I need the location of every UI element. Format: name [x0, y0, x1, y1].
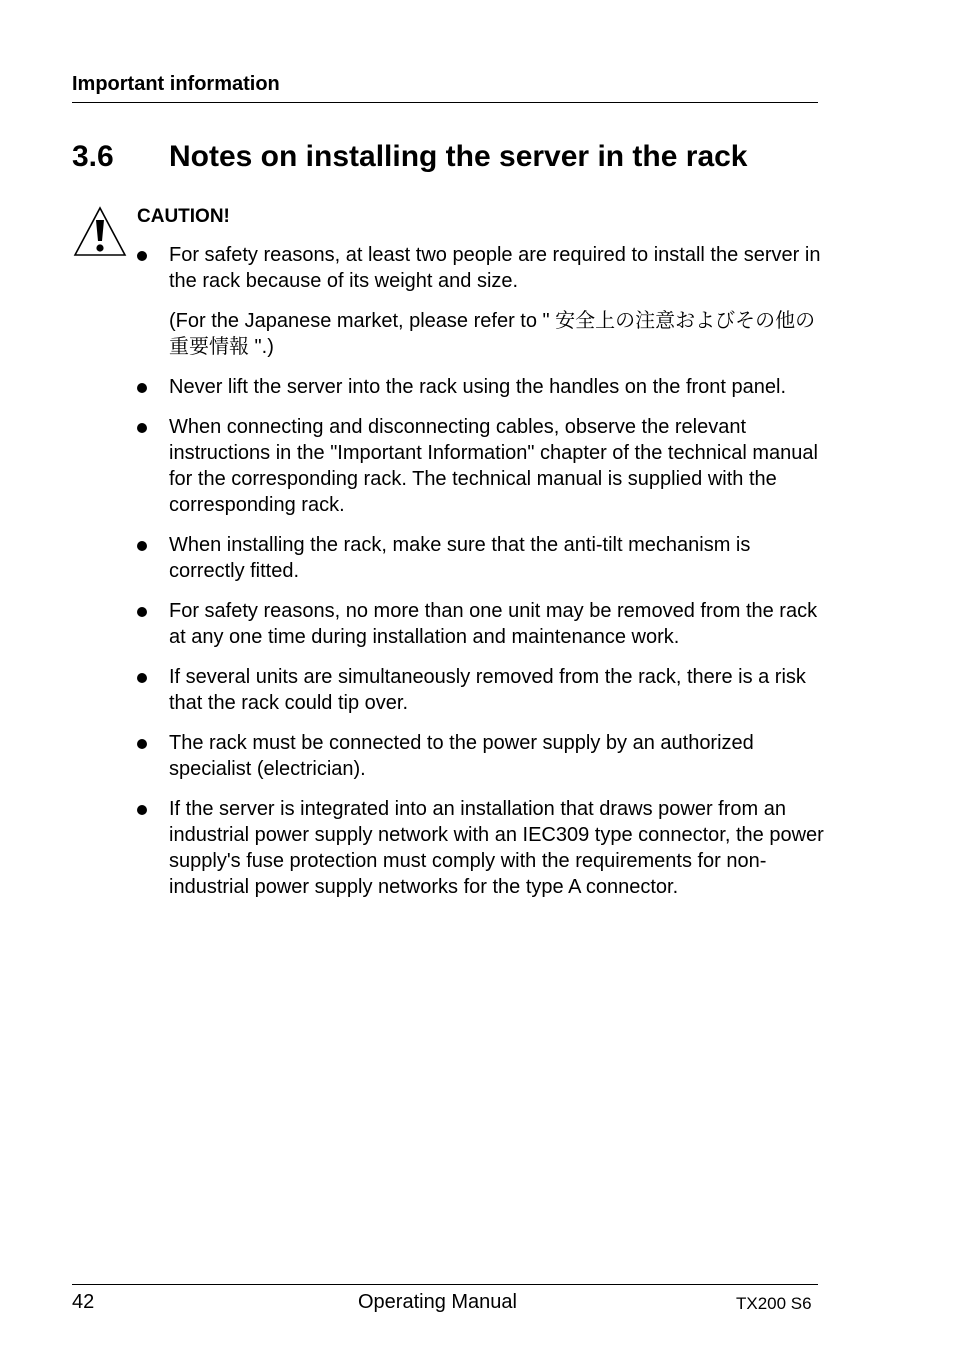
footer-manual-title: Operating Manual: [358, 1291, 517, 1313]
caution-label: CAUTION!: [137, 206, 230, 227]
list-item-text: For safety reasons, at least two people are required to install the server in the rack because of its weight and size.: [169, 244, 821, 292]
bullet-icon: [137, 383, 147, 393]
page-number: 42: [72, 1291, 95, 1313]
list-item-text: Never lift the server into the rack using the handles on the front panel.: [169, 376, 787, 398]
list-item-text: When connecting and disconnecting cables, observe the relevant instructions in the "Important Information" chapter of the technical manual for the corresponding rack. The technical manual is supplied with the corresponding rack.: [169, 416, 818, 516]
list-item-text: The rack must be connected to the power supply by an authorized specialist (electrician).: [169, 732, 754, 780]
list-item: [137, 664, 827, 716]
list-item: [137, 532, 827, 584]
list-item-text: If several units are simultaneously removed from the rack, there is a risk that the rack could tip over.: [169, 666, 806, 714]
list-item-text: For safety reasons, no more than one unit may be removed from the rack at any one time during installation and maintenance work.: [169, 600, 818, 648]
bullet-icon: [137, 423, 147, 433]
bullet-icon: [137, 251, 147, 261]
bullet-icon: [137, 805, 147, 815]
list-item: [137, 414, 827, 518]
bullet-icon: [137, 607, 147, 617]
list-item: [137, 730, 827, 782]
bullet-icon: [137, 673, 147, 683]
list-item: [137, 242, 827, 360]
header-rule: [72, 102, 818, 103]
caution-triangle-icon: [72, 204, 128, 258]
list-item: [137, 374, 827, 400]
section-title: Notes on installing the server in the rack: [169, 140, 748, 173]
footer-model: TX200 S6: [736, 1294, 812, 1313]
section-number: 3.6: [72, 140, 114, 173]
japanese-market-note: (For the Japanese market, please refer to " 安全上の注意およびその他の重要情報 ".): [169, 310, 816, 358]
section-heading: [72, 137, 832, 177]
list-item: [137, 796, 827, 900]
bullet-icon: [137, 739, 147, 749]
bullet-icon: [137, 541, 147, 551]
caution-list: [137, 242, 827, 914]
list-item-text: If the server is integrated into an installation that draws power from an industrial power supply network with an IEC309 type connector, the power supply's fuse protection must comply with the requirements for non-industrial power supply networks for the type A connector.: [169, 798, 824, 898]
running-header: Important information: [72, 73, 280, 95]
list-item: [137, 598, 827, 650]
list-item-text: When installing the rack, make sure that the anti-tilt mechanism is correctly fitted.: [169, 534, 751, 582]
footer-rule: [72, 1284, 818, 1285]
